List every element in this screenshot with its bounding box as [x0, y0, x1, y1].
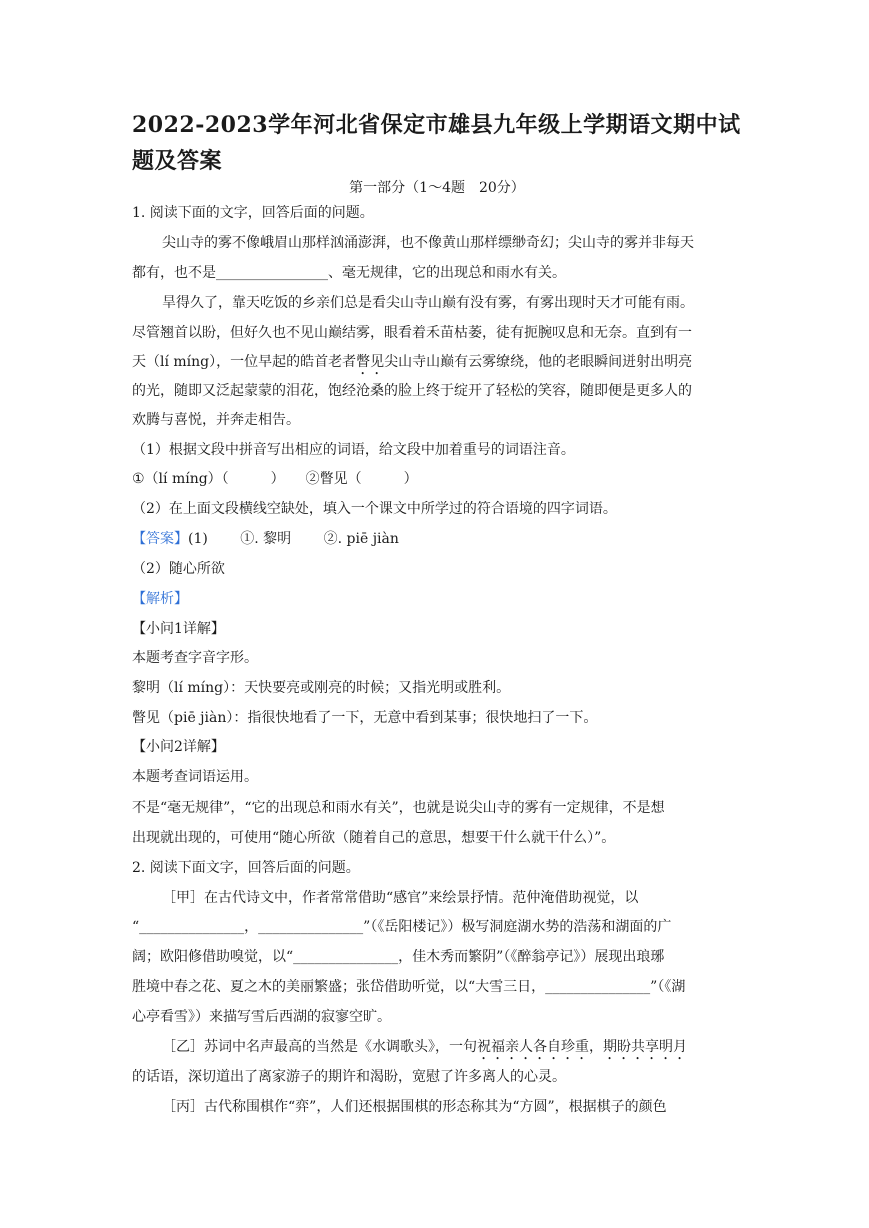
emphasized-phrase: 祝福亲人各自珍重，期盼共享明月 [477, 1039, 687, 1055]
passage-2-line: 阔；欧阳修借助嗅觉，以“_______________，佳木秀而繁阴”（《醉翁亭记》）展现出琅琊 [132, 949, 665, 965]
answer-label: 【答案】 [132, 531, 188, 547]
answer-line [132, 529, 742, 549]
sub-question-1-blanks: ①（lí míng）（ ） ②瞥见（ ） [132, 471, 418, 487]
analysis-text: 黎明（lí míng）：天快要亮或刚亮的时候；又指光明或胜利。 [132, 680, 511, 696]
analysis-text: 本题考查字音字形。 [132, 650, 258, 666]
passage-2-line: 心亭看雪》）来描写雪后西湖的寂寥空旷。 [132, 1009, 391, 1025]
document-title: 2022-2023学年河北省保定市雄县九年级上学期语文期中试题及答案 [132, 112, 741, 174]
question-1-prompt: 1. 阅读下面的文字，回答后面的问题。 [132, 205, 374, 221]
passage-1-line: 欢腾与喜悦，并奔走相告。 [132, 412, 300, 428]
passage-text: 尖山寺山巅有云雾缭绕，他的老眼瞬间迸射出明亮 [384, 354, 693, 370]
analysis-label: 【解析】 [132, 591, 188, 607]
passage-text: 天（lí míng），一位早起的皓首老者 [132, 354, 357, 370]
sub-question-heading: 【小问1详解】 [132, 621, 225, 637]
passage-2-line: 胜境中春之花、夏之木的美丽繁盛；张岱借助听觉，以“大雪三日，_______________”（《湖 [132, 979, 686, 995]
analysis-text: 本题考查词语运用。 [132, 769, 258, 785]
passage-2-line [132, 1037, 742, 1063]
sub-question-2: （2）在上面文段横线空缺处，填入一个课文中所学过的符合语境的四字词语。 [132, 501, 617, 517]
passage-2-line: 的话语，深切道出了离家游子的期许和渴盼，宽慰了许多离人的心灵。 [132, 1069, 566, 1085]
passage-1-line: 尽管翘首以盼，但好久也不见山巅结雾，眼看着禾苗枯萎，徒有扼腕叹息和无奈。直到有一 [132, 325, 692, 341]
passage-1-line: 尖山寺的雾不像峨眉山那样汹涌澎湃，也不像黄山那样缥缈奇幻；尖山寺的雾并非每天 [162, 235, 694, 251]
emphasized-word: 瞥见 [356, 354, 385, 370]
analysis-text: 瞥见（piē jiàn）：指很快地看了一下，无意中看到某事；很快地扫了一下。 [132, 710, 598, 726]
passage-1-line: 的光，随即又泛起蒙蒙的泪花，饱经沧桑的脸上终于绽开了轻松的笑容，随即便是更多人的 [132, 383, 692, 399]
passage-2-line: “_______________，_______________”（《岳阳楼记》）极写洞庭湖水势的浩荡和湖面的广 [132, 919, 672, 935]
passage-2-line: ［甲］在古代诗文中，作者常常借助“感官”来绘景抒情。范仲淹借助视觉，以 [162, 890, 639, 906]
passage-2-line: ［丙］古代称围棋作“弈”，人们还根据围棋的形态称其为“方圆”，根据棋子的颜色 [162, 1099, 667, 1115]
passage-text: ［乙］苏词中名声最高的当然是《水调歌头》，一句 [162, 1039, 477, 1055]
passage-1-line: 都有，也不是________________、毫无规律，它的出现总和雨水有关。 [132, 265, 566, 281]
section-heading: 第一部分（1～4题 20分） [349, 180, 525, 196]
question-2-prompt: 2. 阅读下面文字，回答后面的问题。 [132, 860, 360, 876]
passage-1-line [132, 352, 742, 378]
analysis-text: 不是“毫无规律”，“它的出现总和雨水有关”，也就是说尖山寺的雾有一定规律，不是想 [132, 800, 665, 816]
sub-question-heading: 【小问2详解】 [132, 739, 225, 755]
sub-question-1: （1）根据文段中拼音写出相应的词语，给文段中加着重号的词语注音。 [132, 442, 575, 458]
passage-1-line: 旱得久了，靠天吃饭的乡亲们总是看尖山寺山巅有没有雾，有雾出现时天才可能有雨。 [162, 295, 694, 311]
analysis-text: 出现就出现的，可使用“随心所欲（随着自己的意思，想要干什么就干什么）”。 [132, 830, 616, 846]
answer-text: (1) ①. 黎明 ②. piē jiàn [188, 531, 399, 547]
answer-line-2: （2）随心所欲 [132, 561, 225, 577]
